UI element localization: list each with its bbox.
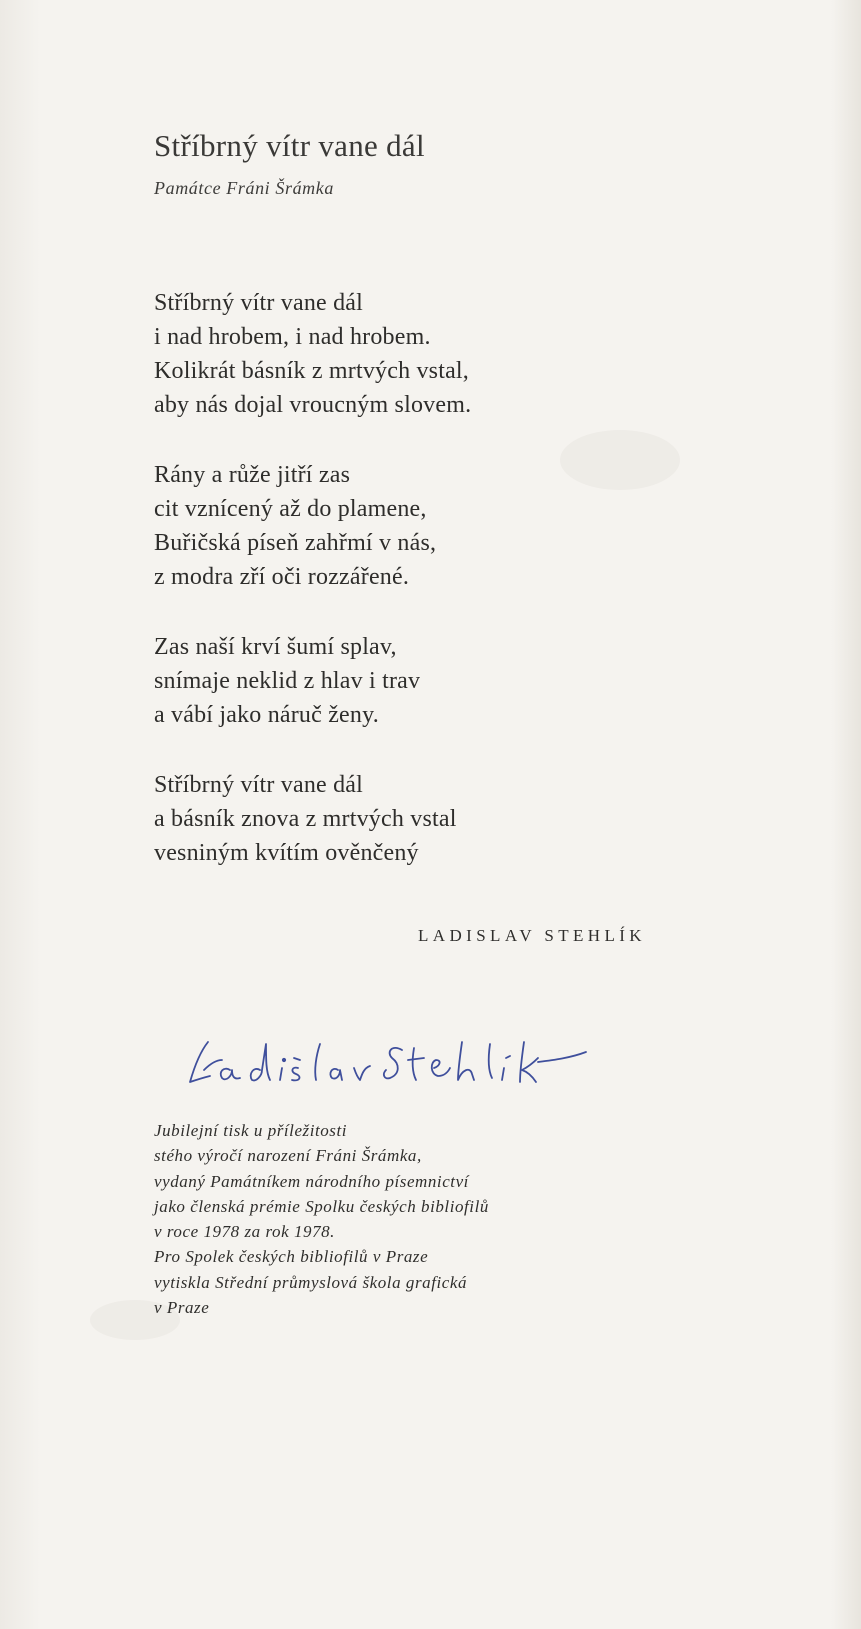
colophon-line: stého výročí narození Fráni Šrámka, [154, 1146, 422, 1166]
poem-line: a básník znova z mrtvých vstal [154, 806, 457, 832]
poem-body [154, 286, 714, 906]
colophon-line: v Praze [154, 1298, 210, 1318]
poem-line: aby nás dojal vroucným slovem. [154, 392, 472, 418]
poem-line: Kolikrát básník z mrtvých vstal, [154, 358, 470, 384]
handwritten-signature [186, 1030, 596, 1090]
poem-line: Stříbrný vítr vane dál [154, 772, 364, 798]
stanza [154, 286, 714, 422]
poem-line: a vábí jako náruč ženy. [154, 702, 379, 728]
poem-line: vesniným kvítím ověnčený [154, 840, 419, 866]
poem-line: Stříbrný vítr vane dál [154, 290, 364, 316]
stanza [154, 458, 714, 594]
colophon-line: jako členská prémie Spolku českých bibliofilů [154, 1196, 489, 1216]
stanza [154, 768, 714, 870]
poem-dedication: Památce Fráni Šrámka [154, 178, 334, 198]
colophon-line: Jubilejní tisk u příležitosti [154, 1121, 348, 1140]
author-name: LADISLAV STEHLÍK [418, 926, 646, 945]
poem-line: Rány a růže jitří zas [154, 462, 351, 488]
colophon-line: vytiskla Střední průmyslová škola grafická [154, 1272, 467, 1292]
colophon-line: Pro Spolek českých bibliofilů v Praze [154, 1247, 429, 1267]
stanza [154, 630, 714, 732]
poem-line: Buřičská píseň zahřmí v nás, [154, 530, 437, 556]
colophon-line: vydaný Památníkem národního písemnictví [154, 1171, 469, 1191]
colophon [154, 1118, 674, 1320]
colophon-line: v roce 1978 za rok 1978. [154, 1222, 335, 1242]
poem-line: cit vznícený až do plamene, [154, 496, 427, 522]
poem-line: i nad hrobem, i nad hrobem. [154, 324, 431, 350]
poem-title: Stříbrný vítr vane dál [154, 128, 425, 163]
poem-line: Zas naší krví šumí splav, [154, 634, 397, 660]
poem-line: z modra zří oči rozzářené. [154, 564, 410, 590]
poem-line: snímaje neklid z hlav i trav [154, 668, 421, 694]
